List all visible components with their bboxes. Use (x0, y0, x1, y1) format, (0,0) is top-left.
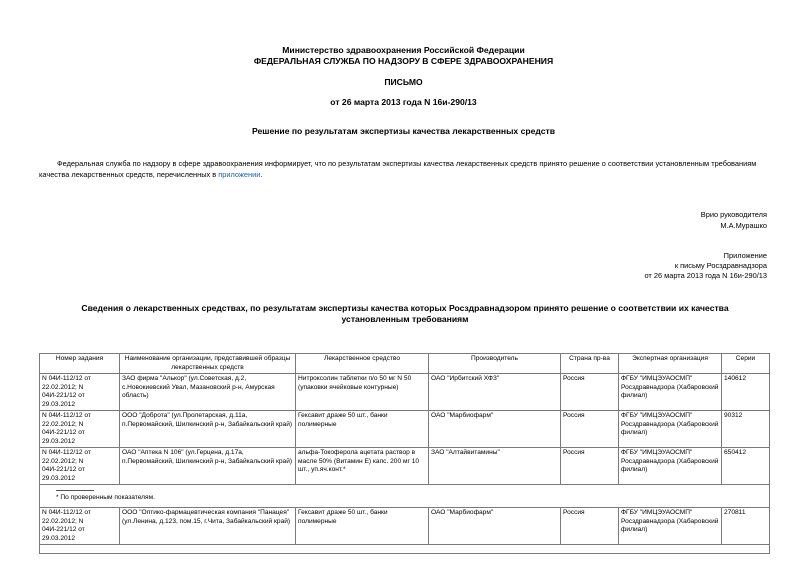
cell-expert-organization: ФГБУ "ИМЦЭУАОСМП" Росздравнадзора (Хабаровский филиал) (619, 448, 722, 485)
cell-manufacturer: ЗАО "Алтайвитамины" (429, 448, 561, 485)
footnote-text: * По проверенным показателям. (56, 494, 155, 501)
cell-expert-organization: ФГБУ "ИМЦЭУАОСМП" Росздравнадзора (Хабаровский филиал) (619, 508, 722, 545)
cell-series: 90312 (722, 411, 770, 448)
document-date: от 26 марта 2013 года N 16и-290/13 (330, 97, 477, 107)
intro-text: Федеральная служба по надзору в сфере здравоохранения информирует, что по результатам экспертизы качества лекарственных средств принято решение о соответствии установленным требованиям качества лекарственных средств, перечисленных в (39, 159, 757, 179)
col-header-task-number: Номер задания (40, 354, 120, 374)
cell-country: Россия (561, 508, 619, 545)
service-title: ФЕДЕРАЛЬНАЯ СЛУЖБА ПО НАДЗОРУ В СФЕРЕ ЗДРАВООХРАНЕНИЯ (253, 56, 554, 66)
cell-country: Россия (561, 374, 619, 411)
cell-expert-organization: ФГБУ "ИМЦЭУАОСМП" Росздравнадзора (Хабаровский филиал) (619, 411, 722, 448)
cell-organization: ООО "Оптико-фармацевтическая компания "Панацея" (ул.Ленина, д.123, пом.15, г.Чита, Забайкальский край) (120, 508, 296, 545)
cell-organization: ЗАО фирма "Алькор" (ул.Советская, д.2, с.Новокиевский Увал, Мазановский р-н, Амурская область) (120, 374, 296, 411)
cell-task-number: N 04И-112/12 от 22.02.2012; N 04И-221/12 от 29.03.2012 (40, 411, 120, 448)
footnote-separator (56, 490, 94, 491)
intro-paragraph (39, 158, 769, 180)
cell-medicine: Гексавит драже 50 шт., банки полимерные (296, 508, 429, 545)
annex-reference: к письму Росздравнадзора (674, 261, 767, 270)
col-header-expert-organization: Экспертная организация (619, 354, 722, 374)
intro-end: . (260, 170, 263, 179)
cell-organization: ООО "Доброта" (ул.Пролетарская, д.11а, п.Первомайский, Шилкинский р-н, Забайкальский край) (120, 411, 296, 448)
cell-manufacturer: ОАО "Марбиофарм" (429, 508, 561, 545)
col-header-medicine: Лекарственное средство (296, 354, 429, 374)
cell-task-number: N 04И-112/12 от 22.02.2012; N 04И-221/12 от 29.03.2012 (40, 374, 120, 411)
signatory-position: Врио руководителя (700, 210, 767, 219)
cell-series: 140612 (722, 374, 770, 411)
cell-manufacturer: ОАО "Ирбитский ХФЗ" (429, 374, 561, 411)
table-row (40, 411, 770, 448)
cell-organization: ОАО "Аптека N 106" (ул.Герцена, д.17а, п.Первомайский, Шилкинский р-н, Забайкальский край) (120, 448, 296, 485)
cell-task-number: N 04И-112/12 от 22.02.2012; N 04И-221/12 от 29.03.2012 (40, 508, 120, 545)
signatory-name: М.А.Мурашко (720, 221, 767, 230)
annex-label: Приложение (723, 251, 767, 260)
col-header-manufacturer: Производитель (429, 354, 561, 374)
table-title: Сведения о лекарственных средствах, по результатам экспертизы качества которых Росздравнадзором принято решение о соответствии их качества установленным требованиям (81, 303, 729, 324)
cell-series: 650412 (722, 448, 770, 485)
ministry-title: Министерство здравоохранения Российской Федерации (282, 45, 525, 55)
document-type: ПИСЬМО (384, 77, 423, 87)
medicines-table-continued (39, 507, 770, 545)
cell-medicine: альфа-Токоферола ацетата раствор в масле 50% (Витамин Е) капс. 200 мг 10 шт., уп.яч.конт.* (296, 448, 429, 485)
cell-expert-organization: ФГБУ "ИМЦЭУАОСМП" Росздравнадзора (Хабаровский филиал) (619, 374, 722, 411)
col-header-series: Серии (722, 354, 770, 374)
col-header-country: Страна пр-ва (561, 354, 619, 374)
table-row (40, 374, 770, 411)
table-row (40, 508, 770, 545)
cell-medicine: Гексавит драже 50 шт., банки полимерные (296, 411, 429, 448)
cell-country: Россия (561, 411, 619, 448)
cell-task-number: N 04И-112/12 от 22.02.2012; N 04И-221/12 от 29.03.2012 (40, 448, 120, 485)
table-row (40, 448, 770, 485)
table-header-row (40, 354, 770, 374)
document-subject: Решение по результатам экспертизы качества лекарственных средств (251, 126, 556, 136)
cell-manufacturer: ОАО "Марбиофарм" (429, 411, 561, 448)
col-header-organization: Наименование организации, представившей образцы лекарственных средств (120, 354, 296, 374)
cell-series: 270811 (722, 508, 770, 545)
annex-date: от 26 марта 2013 года N 16и-290/13 (644, 271, 767, 280)
cell-medicine: Нитроксолин таблетки п/о 50 мг N 50 (упаковки ячейковые контурные) (296, 374, 429, 411)
annex-link[interactable]: приложении (218, 170, 261, 179)
cell-country: Россия (561, 448, 619, 485)
